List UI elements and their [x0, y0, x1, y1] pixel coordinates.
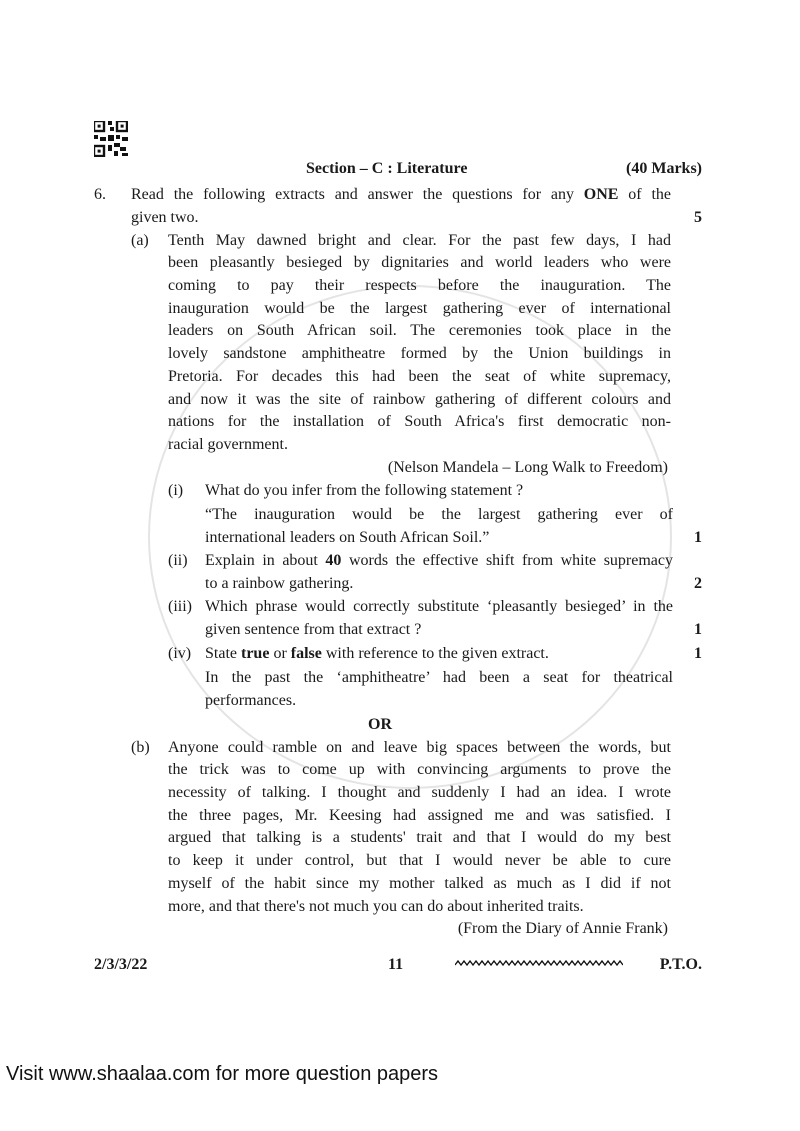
bold-text: 40	[325, 551, 342, 569]
extract-text: the three pages, Mr. Keesing had assigned me and was satisfied. I	[168, 806, 671, 824]
section-marks: (40 Marks)	[626, 160, 702, 177]
extract-text: coming to pay their respects before the inauguration. The	[168, 277, 671, 295]
text: Explain in about	[205, 551, 326, 569]
sub-question-number: (i)	[168, 482, 184, 500]
sub-question-text: international leaders on South African Soil.”	[205, 529, 490, 547]
extract-a-line	[0, 366, 800, 389]
extract-a-line	[0, 320, 800, 343]
extract-text: to keep it under control, but that I would never be able to cure	[168, 852, 671, 870]
extract-source: (Nelson Mandela – Long Walk to Freedom)	[387, 458, 668, 476]
extract-text: racial government.	[168, 435, 288, 453]
page-number: 11	[388, 956, 404, 973]
extract-text: necessity of talking. I thought and suddenly I had an idea. I wrote	[168, 784, 671, 802]
sub-question-i-quote	[0, 503, 800, 527]
sub-question-iv-line	[0, 666, 800, 690]
question-marks: 5	[694, 209, 702, 226]
text: or	[269, 645, 291, 662]
extract-text: myself of the habit since my mother talked as much as I did if not	[168, 874, 671, 892]
extract-text: been pleasantly besieged by dignitaries and world leaders who were	[168, 254, 671, 272]
sub-question-number: (iv)	[168, 645, 192, 662]
sub-question-marks: 2	[694, 574, 702, 592]
sub-question-ii-line	[0, 573, 800, 596]
extract-text: lovely sandstone amphitheatre formed by the Union buildings in	[168, 345, 671, 363]
extract-source: (From the Diary of Annie Frank)	[457, 920, 668, 938]
visit-banner-link[interactable]: Visit www.shaalaa.com for more question papers	[6, 1063, 439, 1085]
extract-text: Anyone could ramble on and leave big spaces between the words, but	[168, 738, 671, 756]
sub-question-iii	[0, 595, 800, 619]
extract-a-line	[0, 252, 800, 275]
extract-text: more, and that there's not much you can do about inherited traits.	[168, 897, 584, 915]
question-6-line-1	[0, 183, 800, 207]
sub-question-text: “The inauguration would be the largest gathering ever of	[205, 506, 673, 524]
extract-b-line	[0, 850, 800, 873]
bold-text: true	[241, 645, 270, 662]
extract-text: the trick was to come up with convincing arguments to prove the	[168, 761, 671, 779]
sub-question-text	[205, 642, 673, 666]
extract-a-line	[0, 411, 800, 434]
extract-b-source-row	[0, 918, 800, 941]
sub-question-marks: 1	[694, 645, 702, 662]
extract-text: nations for the installation of South Africa's first democratic non-	[168, 413, 671, 431]
extract-text: argued that talking is a students' trait and that I would do my best	[168, 829, 671, 847]
section-header	[0, 157, 800, 181]
extract-b-line	[0, 782, 800, 805]
sub-question-i-quote	[0, 527, 800, 550]
sub-question-ii	[0, 550, 800, 573]
sub-question-iv-line	[0, 690, 800, 713]
sub-question-marks: 1	[694, 529, 702, 547]
question-number: 6.	[94, 186, 106, 203]
extract-b-line	[0, 805, 800, 828]
or-label: OR	[368, 715, 392, 733]
extract-b-line	[0, 827, 800, 850]
page-footer	[0, 953, 800, 977]
extract-text: leaders on South African soil. The ceremonies took place in the	[168, 322, 671, 340]
sub-question-text: given sentence from that extract ?	[205, 621, 422, 639]
extract-a-line	[0, 230, 800, 253]
sub-question-iii-line	[0, 619, 800, 642]
extract-text: Pretoria. For decades this had been the seat of white supremacy,	[168, 367, 671, 385]
extract-a-line	[0, 389, 800, 412]
sub-question-number: (iii)	[168, 598, 192, 616]
sub-question-text: In the past the ‘amphitheatre’ had been a seat for theatrical	[205, 669, 673, 686]
question-6-line-2	[0, 207, 800, 230]
sub-question-text: What do you infer from the following statement ?	[205, 482, 524, 500]
extract-text: inauguration would be the largest gathering ever of international	[168, 299, 671, 317]
text: words the effective shift from white supremacy	[341, 551, 674, 569]
text: with reference to the given extract.	[321, 645, 549, 662]
intro-text: Read the following extracts and answer the questions for any	[131, 186, 584, 203]
sub-question-text: to a rainbow gathering.	[205, 574, 354, 592]
sub-question-text: Which phrase would correctly substitute ‘pleasantly besieged’ in the	[205, 598, 673, 616]
please-turn-over: P.T.O.	[659, 956, 702, 973]
qr-code-icon	[94, 121, 128, 157]
sub-question-marks: 1	[694, 621, 702, 639]
section-title: Section – C : Literature	[306, 160, 468, 177]
text: State	[205, 645, 241, 662]
question-content	[0, 157, 800, 941]
extract-text: and now it was the site of rainbow gathering of different colours and	[168, 390, 671, 408]
extract-text: Tenth May dawned bright and clear. For the past few days, I had	[168, 231, 671, 249]
extract-a-line	[0, 298, 800, 321]
or-row	[0, 713, 800, 737]
sub-question-text: performances.	[205, 692, 297, 709]
sub-question-iv	[0, 642, 800, 666]
extract-a-source-row	[0, 457, 800, 480]
bold-text: false	[290, 645, 322, 662]
intro-bold: ONE	[583, 186, 619, 203]
sub-question-i	[0, 479, 800, 503]
extract-b-line	[0, 873, 800, 896]
intro-line: given two.	[131, 209, 199, 226]
extract-a-line	[0, 275, 800, 298]
intro-text: of the	[618, 186, 671, 203]
question-intro	[131, 183, 671, 206]
extract-a-line	[0, 434, 800, 457]
extract-label: (a)	[131, 231, 149, 249]
extract-b-line	[0, 896, 800, 919]
extract-b-line	[0, 759, 800, 782]
wavy-line-icon	[455, 957, 623, 969]
sub-question-text	[205, 550, 673, 573]
extract-b-line	[0, 737, 800, 760]
paper-code: 2/3/3/22	[94, 956, 148, 973]
extract-a-line	[0, 343, 800, 366]
extract-label: (b)	[131, 738, 150, 756]
sub-question-number: (ii)	[168, 551, 188, 569]
